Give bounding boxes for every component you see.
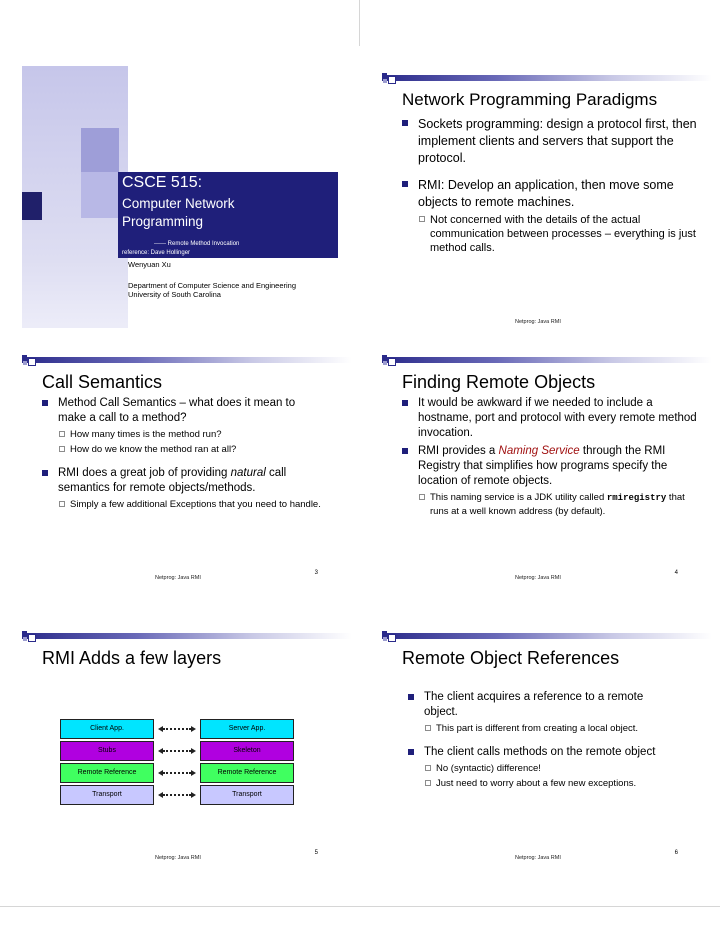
bullet-text: It would be awkward if we needed to include a hostname, port and protocol with every remote method invocation. — [418, 397, 697, 439]
sub-bullet-list — [418, 213, 707, 255]
bullet-item — [42, 396, 322, 456]
sub-bullet-text: that runs at a well known address (by default). — [430, 492, 685, 517]
bidirectional-arrow — [158, 770, 196, 776]
bullet-text: Sockets programming: design a protocol first, then implement clients and servers that support the protocol. — [418, 117, 697, 165]
sub-bullet-item — [418, 213, 707, 255]
bullet-item — [408, 690, 678, 735]
slide-title: Finding Remote Objects — [402, 372, 596, 392]
sub-bullet-item — [58, 498, 322, 511]
slide-footer: Netprog: Java RMI — [155, 855, 201, 861]
decor-square — [22, 192, 42, 220]
bullet-text: call semantics for remote objects/methods. — [58, 467, 287, 494]
sub-bullet-text: Simply a few additional Exceptions that you need to handle. — [70, 499, 321, 510]
bullet-text: The client acquires a reference to a remote object. — [424, 691, 644, 718]
sub-bullet-list — [58, 428, 322, 456]
course-code: CSCE 515: — [122, 174, 203, 191]
slide-title: RMI Adds a few layers — [42, 648, 222, 668]
sub-bullet-text: How many times is the method run? — [70, 429, 222, 440]
slide-4 — [360, 328, 720, 630]
emphasis-text: Naming Service — [498, 445, 580, 457]
layer-stubs: Stubs — [60, 741, 154, 761]
sub-bullet-text: This part is different from creating a local object. — [436, 723, 639, 734]
slide-title: Network Programming Paradigms — [402, 90, 658, 109]
sub-bullet-item — [58, 443, 322, 456]
sub-bullet-list — [424, 762, 678, 790]
layer-remote-reference-server: Remote Reference — [200, 763, 294, 783]
course-name-line1: Computer Network — [122, 196, 235, 211]
slide-1 — [0, 46, 360, 348]
bidirectional-arrow — [158, 792, 196, 798]
bullet-text: RMI does a great job of providing — [58, 467, 231, 479]
sub-bullet-text: Not concerned with the details of the actual communication between processes – everything is just method calls. — [430, 214, 696, 254]
page-number: 3 — [314, 570, 318, 576]
bullet-item — [402, 177, 707, 255]
slide-header-bar — [382, 72, 712, 84]
slide-footer: Netprog: Java RMI — [155, 575, 201, 581]
title-box — [118, 172, 338, 258]
author-name: Wenyuan Xu — [128, 260, 171, 269]
bullet-text: through the RMI Registry that simplifies how programs specify the location of remote objects. — [418, 445, 668, 487]
layer-server-app: Server App. — [200, 719, 294, 739]
slide-2 — [360, 46, 720, 348]
slide-footer: Netprog: Java RMI — [515, 855, 561, 861]
row-divider — [0, 906, 720, 907]
department: Department of Computer Science and Engineering — [128, 281, 297, 290]
slide-header-bar — [22, 630, 352, 642]
affiliation — [128, 282, 328, 299]
slide-title: Call Semantics — [42, 372, 163, 392]
reference-line: reference: Dave Hollinger — [118, 249, 338, 258]
sub-bullet-item — [424, 777, 678, 790]
layer-transport-client: Transport — [60, 785, 154, 805]
sub-bullet-item — [424, 722, 678, 735]
sub-bullet-list — [418, 491, 697, 518]
emphasis-text: natural — [230, 467, 266, 479]
slide-header-bar — [382, 354, 712, 366]
bullet-text: RMI provides a — [418, 445, 499, 457]
bullet-text: RMI: Develop an application, then move some objects to remote machines. — [418, 178, 674, 209]
layer-remote-reference-client: Remote Reference — [60, 763, 154, 783]
bullet-text: Method Call Semantics – what does it mean to make a call to a method? — [58, 397, 296, 424]
course-name-line2: Programming — [122, 214, 204, 229]
lecture-subtitle: ------ Remote Method Invocation — [154, 241, 240, 247]
sub-bullet-list — [424, 722, 678, 735]
university: University of South Carolina — [128, 289, 221, 299]
sub-bullet-list — [58, 498, 322, 511]
bullet-list — [408, 690, 678, 800]
sub-bullet-item — [424, 762, 678, 775]
layer-skeleton: Skeleton — [200, 741, 294, 761]
bullet-item — [42, 466, 322, 511]
slide-6 — [360, 604, 720, 906]
decor-square — [81, 128, 119, 172]
slide-5 — [0, 604, 360, 906]
code-text: rmiregistry — [606, 493, 667, 503]
page-number: 6 — [674, 850, 678, 856]
sub-bullet-text: This naming service is a JDK utility called — [430, 492, 607, 503]
slide-title: Remote Object References — [402, 648, 620, 668]
bullet-item — [408, 745, 678, 790]
sub-bullet-item — [58, 428, 322, 441]
slide-3 — [0, 328, 360, 630]
slide-header-bar — [22, 354, 352, 366]
bullet-list — [402, 396, 697, 528]
slide-header-bar — [382, 630, 712, 642]
layer-client-app: Client App. — [60, 719, 154, 739]
bullet-item — [402, 396, 697, 441]
bullet-text: The client calls methods on the remote object — [424, 746, 656, 758]
sub-bullet-text: Just need to worry about a few new exceptions. — [436, 778, 637, 789]
sub-bullet-text: How do we know the method ran at all? — [70, 444, 237, 455]
bullet-list — [42, 396, 322, 521]
bullet-list — [402, 116, 707, 265]
layer-transport-server: Transport — [200, 785, 294, 805]
slide-footer: Netprog: Java RMI — [515, 575, 561, 581]
bullet-item — [402, 444, 697, 518]
bullet-item — [402, 116, 707, 167]
page-number: 5 — [314, 850, 318, 856]
bidirectional-arrow — [158, 726, 196, 732]
page-number: 4 — [674, 570, 678, 576]
decor-square — [81, 172, 119, 218]
sub-bullet-item — [418, 491, 697, 518]
bidirectional-arrow — [158, 748, 196, 754]
sub-bullet-text: No (syntactic) difference! — [436, 763, 541, 774]
slide-footer: Netprog: Java RMI — [515, 319, 561, 325]
